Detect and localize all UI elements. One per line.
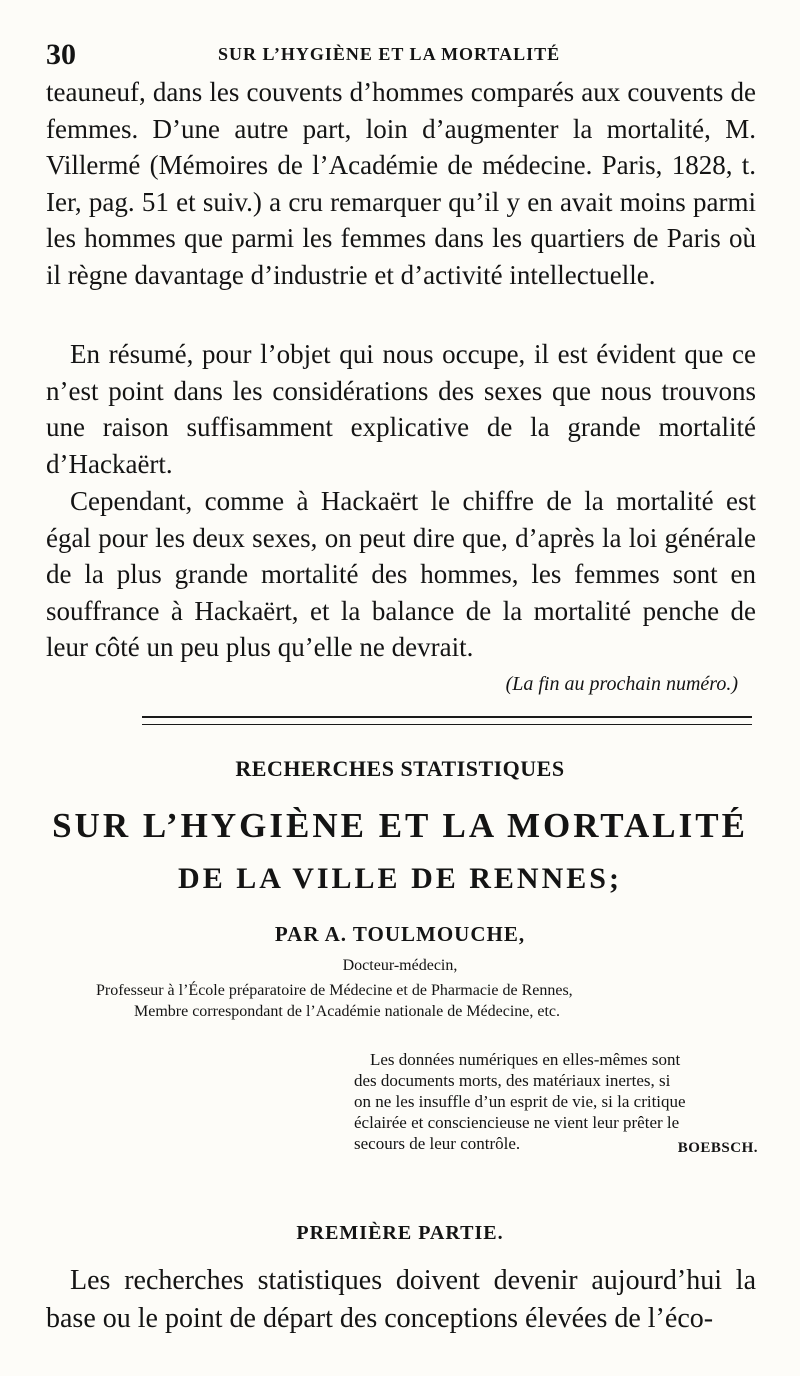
author-affiliation: Professeur à l’École préparatoire de Médecine et de Pharmacie de Rennes, [96, 982, 573, 999]
article-author: PAR A. TOULMOUCHE, [274, 922, 526, 946]
to-be-continued-note: (La fin au prochain numéro.) [505, 673, 738, 695]
part-heading: PREMIÈRE PARTIE. [296, 1222, 504, 1244]
epigraph-line: Les données numériques en elles-mêmes sont [370, 1050, 681, 1069]
paragraph-continuation [46, 74, 756, 293]
author-affiliation: Membre correspondant de l’Académie nationale de Médecine, etc. [134, 1003, 561, 1020]
paragraph-text: Les recherches statistiques doivent devenir aujourd’hui la base ou le point de départ des conceptions élevées de l’éco- [46, 1265, 756, 1334]
epigraph-line: éclairée et consciencieuse ne vient leur prêter le [354, 1113, 680, 1132]
epigraph [354, 1049, 760, 1154]
paragraph-text: En résumé, pour l’objet qui nous occupe, il est évident que ce n’est point dans les considérations des sexes que nous trouvons une raison suffisamment explicative de la grande mortalité d’Hackaërt. [46, 339, 756, 479]
running-header [46, 38, 746, 72]
author-role: Docteur-médecin, [342, 957, 458, 974]
article-subtitle: DE LA VILLE DE RENNES; [178, 862, 622, 895]
paragraph-opening [46, 1262, 756, 1338]
paragraph-text: teauneuf, dans les couvents d’hommes comparés aux couvents de femmes. D’une autre part, loin d’augmenter la mortalité, M. Villermé (Mémoires de l’Académie de médecine. Paris, 1828, t. Ier, pag. 51 et suiv.) a cru remarquer qu’il y en avait moins parmi les hommes que parmi les femmes dans les quartiers de Paris où il règne davantage d’industrie et d’activité intellectuelle. [46, 77, 756, 290]
epigraph-author: BOEBSCH. [677, 1140, 758, 1156]
epigraph-line: on ne les insuffle d’un esprit de vie, si la critique [354, 1092, 686, 1111]
paragraph-summary [46, 336, 756, 482]
article-kicker: RECHERCHES STATISTIQUES [235, 756, 565, 781]
article-title: SUR L’HYGIÈNE ET LA MORTALITÉ [52, 806, 748, 845]
section-divider [142, 716, 752, 725]
paragraph-conclusion [46, 483, 756, 666]
running-title: SUR L’HYGIÈNE ET LA MORTALITÉ [218, 44, 561, 64]
epigraph-line: secours de leur contrôle. [354, 1134, 521, 1153]
paragraph-text: Cependant, comme à Hackaërt le chiffre de la mortalité est égal pour les deux sexes, on peut dire que, d’après la loi générale de la plus grande mortalité des hommes, les femmes sont en souffrance à Hackaërt, et la balance de la mortalité penche de leur côté un peu plus qu’elle ne devrait. [46, 486, 756, 662]
epigraph-line: des documents morts, des matériaux inertes, si [354, 1071, 671, 1090]
page-number: 30 [46, 38, 76, 71]
